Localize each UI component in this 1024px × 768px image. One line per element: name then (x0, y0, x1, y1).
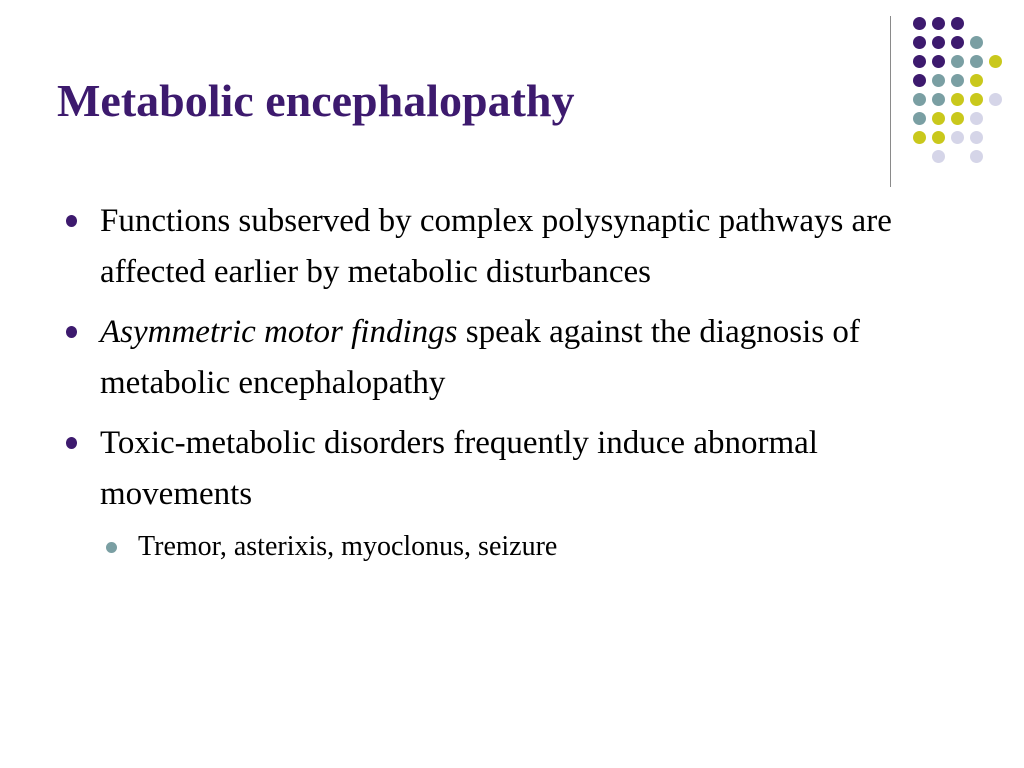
decorative-dot (951, 112, 964, 125)
sub-bullet-item (64, 527, 964, 567)
decorative-dot (913, 131, 926, 144)
bullet-item (64, 418, 964, 520)
decorative-dot (932, 74, 945, 87)
bullet-item (64, 196, 964, 298)
decorative-dot (932, 112, 945, 125)
bullet-item (64, 307, 964, 409)
bullet-emphasis-text: Asymmetric motor findings (100, 314, 458, 350)
decorative-dot (913, 93, 926, 106)
decorative-dot-grid (0, 0, 1024, 200)
decorative-dot (913, 74, 926, 87)
decorative-dot (932, 36, 945, 49)
decorative-dot (970, 55, 983, 68)
decorative-dot (970, 150, 983, 163)
bullet-text: Toxic-metabolic disorders frequently induce abnormal movements (100, 425, 818, 512)
decorative-dot (970, 74, 983, 87)
slide-title: Metabolic encephalopathy (57, 75, 575, 126)
decorative-dot (970, 131, 983, 144)
decorative-dot (970, 112, 983, 125)
decorative-dot (951, 131, 964, 144)
decorative-dot (951, 55, 964, 68)
decorative-dot (989, 55, 1002, 68)
decorative-dot (913, 17, 926, 30)
decorative-dot (932, 131, 945, 144)
decorative-dot (989, 93, 1002, 106)
decorative-dot (951, 74, 964, 87)
decorative-dot (970, 36, 983, 49)
decorative-dot (932, 93, 945, 106)
decorative-dot (951, 17, 964, 30)
bullet-text: Functions subserved by complex polysynaptic pathways are affected earlier by metabolic disturbances (100, 203, 892, 290)
decorative-dot (913, 55, 926, 68)
decorative-dot (932, 150, 945, 163)
decorative-dot (913, 112, 926, 125)
decorative-dot (951, 36, 964, 49)
decorative-dot (913, 36, 926, 49)
decorative-dot (932, 17, 945, 30)
decorative-dot (932, 55, 945, 68)
bullet-text: speak against the diagnosis of metabolic encephalopathy (100, 314, 860, 401)
sub-bullet-text: Tremor, asterixis, myoclonus, seizure (138, 531, 558, 562)
decorative-dot (970, 93, 983, 106)
slide-body (64, 196, 964, 567)
decorative-dot (951, 93, 964, 106)
